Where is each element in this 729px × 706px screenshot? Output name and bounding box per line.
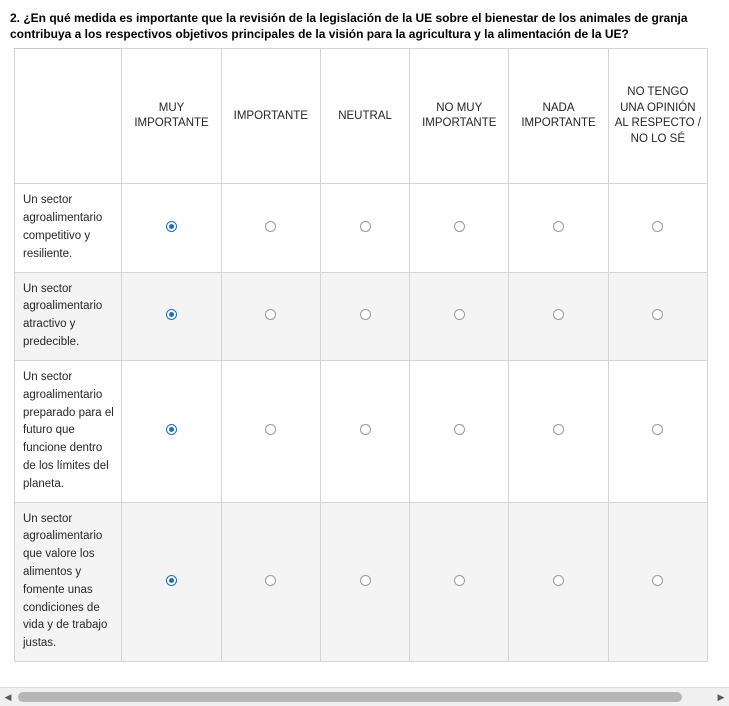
column-header-importante: IMPORTANTE [221, 49, 320, 184]
radio-cell-3-2[interactable] [320, 502, 409, 662]
radio-3-0[interactable] [166, 575, 177, 586]
radio-2-4[interactable] [553, 424, 564, 435]
radio-cell-0-3[interactable] [410, 184, 509, 272]
matrix-body [15, 184, 708, 662]
radio-cell-2-4[interactable] [509, 360, 608, 502]
radio-0-5[interactable] [652, 221, 663, 232]
radio-0-3[interactable] [454, 221, 465, 232]
scroll-left-arrow-icon[interactable]: ◀ [4, 691, 12, 702]
table-row [15, 360, 708, 502]
table-row [15, 272, 708, 360]
radio-cell-3-1[interactable] [221, 502, 320, 662]
radio-cell-2-2[interactable] [320, 360, 409, 502]
radio-cell-1-0[interactable] [122, 272, 221, 360]
horizontal-scrollbar[interactable] [0, 687, 729, 706]
radio-cell-2-3[interactable] [410, 360, 509, 502]
question-text: 2. ¿En qué medida es importante que la revisión de la legislación de la UE sobre el bienestar de los animales de granja contribuya a los respectivos objetivos principales de la visión para la agricultura y la alimentación de la UE? [10, 11, 688, 42]
radio-cell-0-5[interactable] [608, 184, 707, 272]
radio-cell-2-1[interactable] [221, 360, 320, 502]
radio-1-0[interactable] [166, 309, 177, 320]
column-header-no-muy-importante: NO MUY IMPORTANTE [410, 49, 509, 184]
radio-0-2[interactable] [360, 221, 371, 232]
radio-cell-3-0[interactable] [122, 502, 221, 662]
row-label-2: Un sector agroalimentario preparado para el futuro que funcione dentro de los límites del planeta. [15, 360, 122, 502]
rating-matrix [14, 48, 708, 662]
radio-1-5[interactable] [652, 309, 663, 320]
radio-3-5[interactable] [652, 575, 663, 586]
radio-1-1[interactable] [265, 309, 276, 320]
radio-2-3[interactable] [454, 424, 465, 435]
radio-cell-2-0[interactable] [122, 360, 221, 502]
row-label-3: Un sector agroalimentario que valore los alimentos y fomente unas condiciones de vida y de trabajo justas. [15, 502, 122, 662]
scroll-right-arrow-icon[interactable]: ▶ [717, 691, 725, 702]
column-header-neutral: NEUTRAL [320, 49, 409, 184]
radio-cell-0-4[interactable] [509, 184, 608, 272]
radio-cell-1-3[interactable] [410, 272, 509, 360]
radio-0-4[interactable] [553, 221, 564, 232]
radio-cell-0-1[interactable] [221, 184, 320, 272]
radio-2-0[interactable] [166, 424, 177, 435]
scrollbar-thumb[interactable] [18, 692, 682, 702]
radio-2-1[interactable] [265, 424, 276, 435]
matrix-container [0, 48, 729, 662]
scrollbar-track[interactable] [16, 688, 713, 706]
row-label-0: Un sector agroalimentario competitivo y resiliente. [15, 184, 122, 272]
radio-cell-1-1[interactable] [221, 272, 320, 360]
radio-1-2[interactable] [360, 309, 371, 320]
radio-3-3[interactable] [454, 575, 465, 586]
matrix-corner-cell [15, 49, 122, 184]
radio-cell-1-5[interactable] [608, 272, 707, 360]
radio-cell-1-4[interactable] [509, 272, 608, 360]
radio-3-4[interactable] [553, 575, 564, 586]
radio-0-1[interactable] [265, 221, 276, 232]
radio-cell-2-5[interactable] [608, 360, 707, 502]
column-header-nada-importante: NADA IMPORTANTE [509, 49, 608, 184]
radio-cell-3-4[interactable] [509, 502, 608, 662]
radio-cell-1-2[interactable] [320, 272, 409, 360]
matrix-header [15, 49, 708, 184]
radio-3-1[interactable] [265, 575, 276, 586]
column-header-muy-importante: MUY IMPORTANTE [122, 49, 221, 184]
radio-2-2[interactable] [360, 424, 371, 435]
radio-3-2[interactable] [360, 575, 371, 586]
radio-2-5[interactable] [652, 424, 663, 435]
row-label-1: Un sector agroalimentario atractivo y predecible. [15, 272, 122, 360]
radio-1-4[interactable] [553, 309, 564, 320]
column-header-no-opinion: NO TENGO UNA OPINIÓN AL RESPECTO / NO LO SÉ [608, 49, 707, 184]
table-row [15, 184, 708, 272]
radio-cell-0-0[interactable] [122, 184, 221, 272]
radio-cell-0-2[interactable] [320, 184, 409, 272]
table-row [15, 502, 708, 662]
radio-0-0[interactable] [166, 221, 177, 232]
radio-cell-3-5[interactable] [608, 502, 707, 662]
radio-1-3[interactable] [454, 309, 465, 320]
radio-cell-3-3[interactable] [410, 502, 509, 662]
